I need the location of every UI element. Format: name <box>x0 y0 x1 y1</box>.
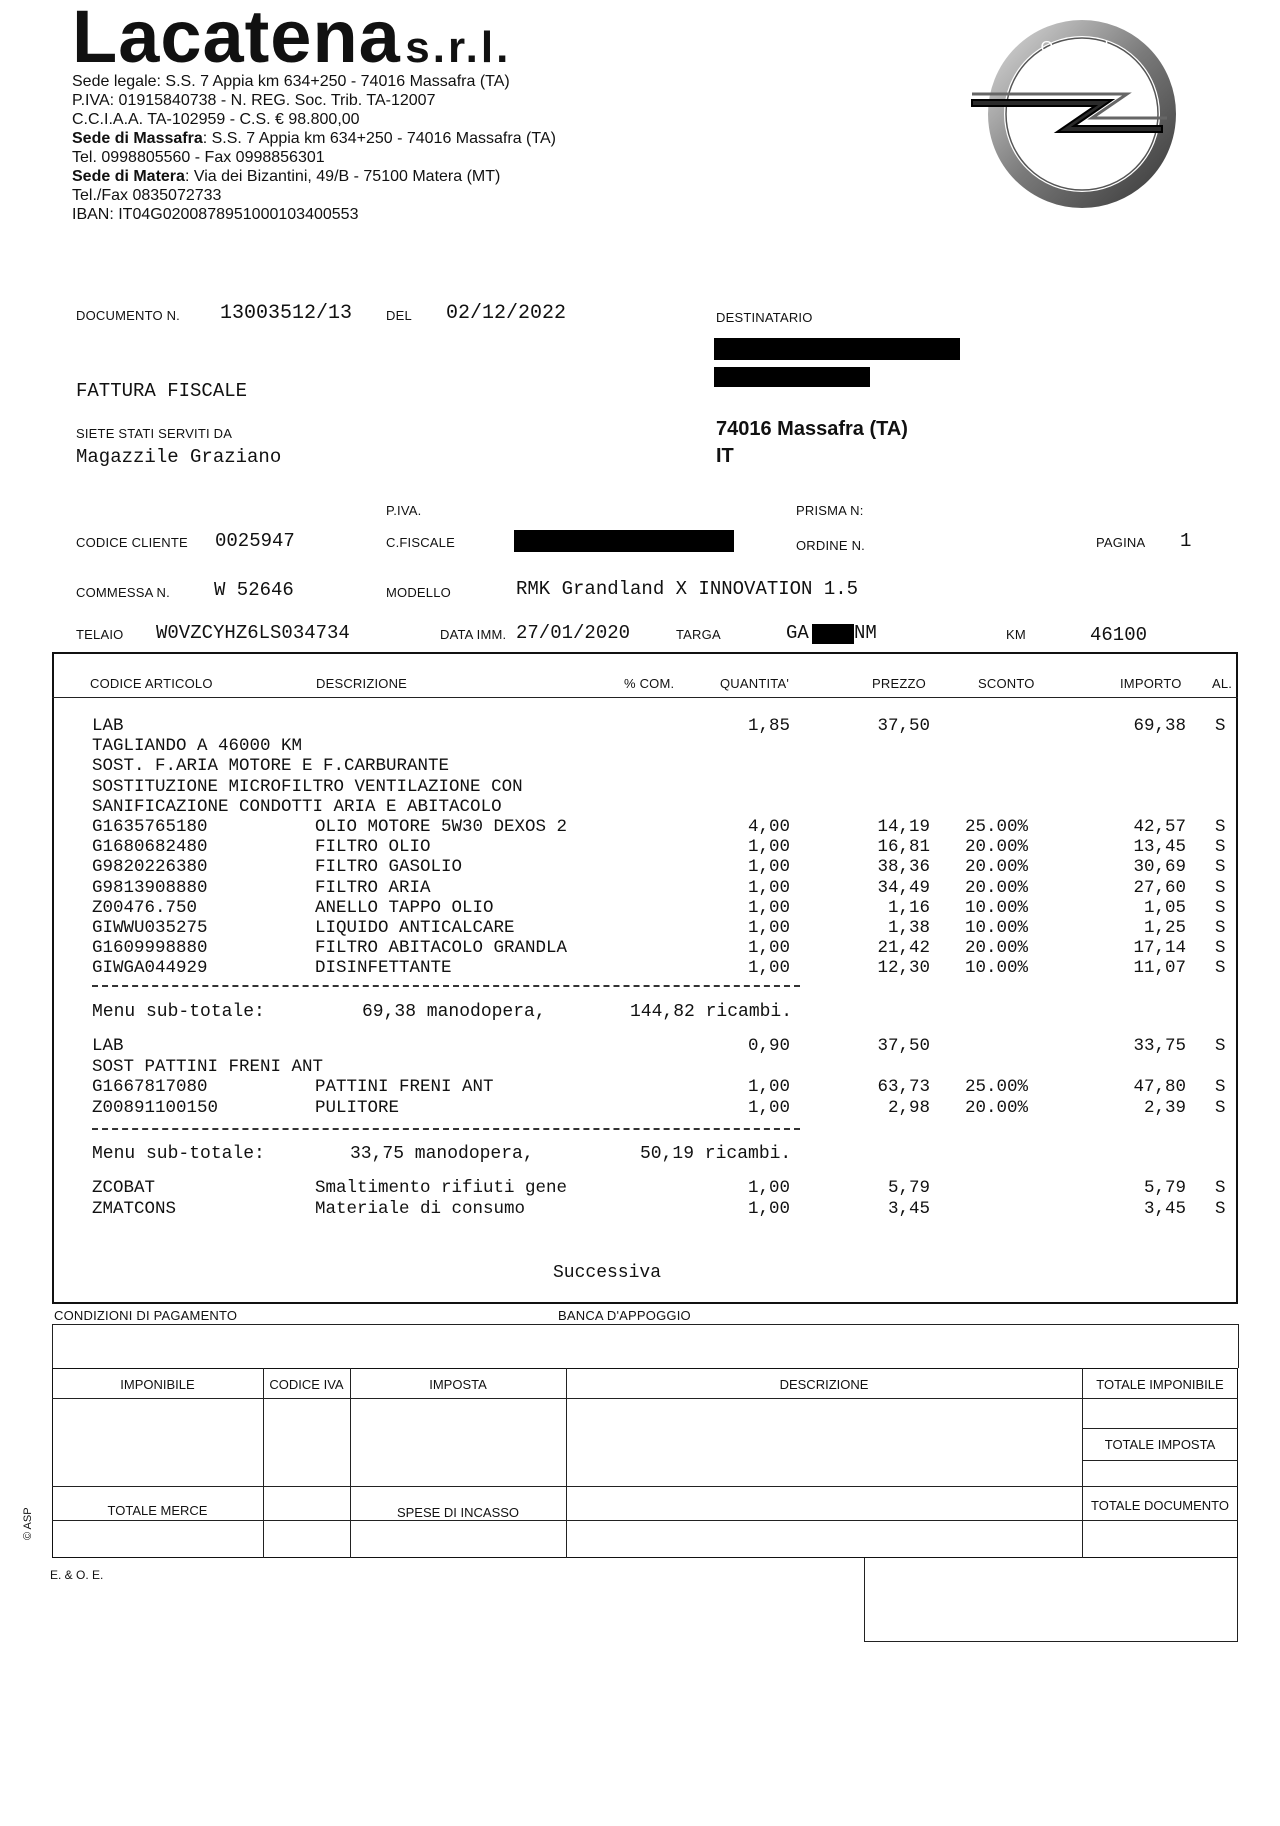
vehicle-model: RMK Grandland X INNOVATION 1.5 <box>516 578 859 600</box>
item-amount: 1,05 <box>1143 897 1186 918</box>
item-discount: 20.00% <box>965 938 1029 959</box>
table-row <box>0 756 1280 776</box>
item-vat-flag: S <box>1215 716 1226 736</box>
item-amount: 13,45 <box>1133 837 1186 858</box>
summary-col-4 <box>1082 1368 1083 1558</box>
km-value: 46100 <box>1090 624 1148 646</box>
redacted-plate <box>812 624 854 644</box>
opel-logo-text: OPEL <box>1040 39 1124 56</box>
table-row <box>0 1057 1280 1077</box>
items-table-header-divider <box>52 697 1238 698</box>
subtotal-2-labour: 33,75 manodopera, <box>350 1144 534 1164</box>
company-address-line <box>72 91 556 110</box>
col-header-discount: SCONTO <box>978 676 1035 691</box>
item-vat-flag: S <box>1215 1077 1226 1097</box>
item-price: 14,19 <box>877 817 930 837</box>
item-quantity: 0,90 <box>747 1036 790 1056</box>
col-header-com: % COM. <box>624 676 675 691</box>
item-amount: 17,14 <box>1133 938 1186 959</box>
item-vat-flag: S <box>1215 877 1226 898</box>
total-tax-label: TOTALE IMPOSTA <box>1104 1437 1216 1452</box>
item-price: 37,50 <box>877 1036 930 1056</box>
col-header-al: AL. <box>1212 676 1233 691</box>
item-amount: 42,57 <box>1133 817 1186 837</box>
document-number: 13003512/13 <box>220 302 353 325</box>
item-discount: 20.00% <box>965 877 1029 898</box>
item-code: ZMATCONS <box>92 1198 177 1219</box>
footer-right-edge <box>1238 1324 1239 1368</box>
item-discount: 20.00% <box>965 1097 1029 1118</box>
item-quantity: 1,00 <box>747 1097 790 1118</box>
item-vat-flag: S <box>1215 837 1226 858</box>
total-document-label: TOTALE DOCUMENTO <box>1091 1498 1229 1513</box>
page-label: PAGINA <box>1096 535 1146 550</box>
item-code: GIWWU035275 <box>92 918 208 938</box>
item-description: Smaltimento rifiuti gene <box>315 1178 568 1198</box>
item-code: G9813908880 <box>92 877 208 898</box>
item-quantity: 1,85 <box>747 716 790 736</box>
total-taxable-label: TOTALE IMPONIBILE <box>1096 1377 1224 1392</box>
item-vat-flag: S <box>1215 958 1226 979</box>
plate-end: NM <box>854 622 877 644</box>
summary-col-2 <box>350 1368 351 1558</box>
item-description: FILTRO ABITACOLO GRANDLA <box>315 938 568 959</box>
item-discount: 10.00% <box>965 958 1029 979</box>
order-label: ORDINE N. <box>796 538 865 553</box>
company-address-line-text: Tel./Fax 0835072733 <box>72 187 222 204</box>
table-row <box>0 817 1280 837</box>
company-address-line-text: Tel. 0998805560 - Fax 0998856301 <box>72 149 325 166</box>
document-number-label: DOCUMENTO N. <box>76 308 180 323</box>
table-row <box>0 898 1280 918</box>
company-address-line <box>72 186 556 205</box>
fiscal-code-label: C.FISCALE <box>386 535 455 550</box>
model-label: MODELLO <box>386 585 451 600</box>
company-suffix: s.r.l. <box>405 23 512 72</box>
item-code: Z00891100150 <box>92 1097 219 1118</box>
footer-left-edge <box>52 1324 53 1368</box>
item-description: Materiale di consumo <box>315 1198 526 1219</box>
item-vat-flag: S <box>1215 1178 1226 1198</box>
chassis-label: TELAIO <box>76 627 124 642</box>
company-address-line <box>72 129 556 148</box>
item-code: SOST PATTINI FRENI ANT <box>92 1056 324 1077</box>
col-header-desc: DESCRIZIONE <box>316 676 408 691</box>
job-number: W 52646 <box>214 579 294 601</box>
item-description: ANELLO TAPPO OLIO <box>315 897 494 918</box>
item-quantity: 1,00 <box>747 1178 790 1198</box>
item-vat-flag: S <box>1215 897 1226 918</box>
page-number: 1 <box>1180 530 1192 552</box>
col-header-amount: IMPORTO <box>1120 676 1182 691</box>
item-price: 3,45 <box>887 1198 930 1219</box>
company-address-line <box>72 167 556 186</box>
total-amount-box <box>864 1558 1238 1642</box>
taxable-label: IMPONIBILE <box>120 1377 195 1392</box>
piva-label: P.IVA. <box>386 503 422 518</box>
registration-date-label: DATA IMM. <box>440 627 507 642</box>
summary-header-line <box>52 1398 1238 1399</box>
table-row <box>0 1178 1280 1198</box>
document-type: FATTURA FISCALE <box>76 380 248 402</box>
opel-logo-icon <box>962 14 1192 214</box>
eoe-label: E. & O. E. <box>50 1568 104 1582</box>
subtotal-2-parts: 50,19 ricambi. <box>640 1144 792 1164</box>
redacted-recipient-address <box>714 367 870 387</box>
item-code: G1667817080 <box>92 1077 208 1097</box>
dashed-separator-1 <box>92 985 800 987</box>
company-address-line-heading: Sede di Massafra <box>72 130 203 147</box>
item-code: G1680682480 <box>92 837 208 858</box>
item-price: 37,50 <box>877 716 930 736</box>
item-amount: 33,75 <box>1133 1036 1186 1056</box>
company-address-line <box>72 72 556 91</box>
item-amount: 2,39 <box>1143 1097 1186 1118</box>
recipient-country: IT <box>716 445 734 467</box>
total-goods-label: TOTALE MERCE <box>107 1503 208 1518</box>
item-vat-flag: S <box>1215 857 1226 878</box>
company-address-line-text: : S.S. 7 Appia km 634+250 - 74016 Massafra (TA) <box>202 130 556 147</box>
item-amount: 30,69 <box>1133 857 1186 878</box>
chassis-number: W0VZCYHZ6LS034734 <box>156 622 350 644</box>
summary-col-3 <box>566 1368 567 1558</box>
subtotal-1-parts: 144,82 ricambi. <box>630 1002 793 1022</box>
table-row <box>0 736 1280 756</box>
table-row <box>0 777 1280 797</box>
item-quantity: 1,00 <box>747 958 790 979</box>
item-discount: 25.00% <box>965 817 1029 837</box>
company-address-line-text: IBAN: IT04G0200878951000103400553 <box>72 206 359 223</box>
summary-col-1 <box>263 1368 264 1558</box>
item-price: 2,98 <box>887 1097 930 1118</box>
served-by-label: SIETE STATI SERVITI DA <box>76 426 233 441</box>
recipient-label: DESTINATARIO <box>716 310 813 325</box>
item-quantity: 1,00 <box>747 918 790 938</box>
item-amount: 47,80 <box>1133 1077 1186 1097</box>
item-amount: 5,79 <box>1143 1178 1186 1198</box>
item-amount: 3,45 <box>1143 1198 1186 1219</box>
summary-grid-frame <box>52 1368 1238 1558</box>
document-date-label: DEL <box>386 308 412 323</box>
next-page-label: Successiva <box>553 1263 662 1283</box>
table-row <box>0 938 1280 958</box>
item-code: SANIFICAZIONE CONDOTTI ARIA E ABITACOLO <box>92 796 502 817</box>
item-vat-flag: S <box>1215 1097 1226 1118</box>
item-amount: 1,25 <box>1143 918 1186 938</box>
plate-start: GA <box>786 622 809 644</box>
job-label: COMMESSA N. <box>76 585 170 600</box>
item-quantity: 1,00 <box>747 1077 790 1097</box>
table-row <box>0 1036 1280 1056</box>
item-vat-flag: S <box>1215 817 1226 837</box>
subtotal-1 <box>92 1002 793 1022</box>
company-address-block <box>72 72 556 224</box>
item-price: 1,38 <box>887 918 930 938</box>
plate-label: TARGA <box>676 627 721 642</box>
subtotal-2 <box>92 1144 792 1164</box>
company-address-line <box>72 148 556 167</box>
table-row <box>0 837 1280 857</box>
item-price: 5,79 <box>887 1178 930 1198</box>
bank-label: BANCA D'APPOGGIO <box>558 1308 691 1323</box>
item-discount: 10.00% <box>965 918 1029 938</box>
company-address-line-text: P.IVA: 01915840738 - N. REG. Soc. Trib. TA-12007 <box>72 92 436 109</box>
subtotal-2-label: Menu sub-totale: <box>92 1144 265 1164</box>
item-discount: 20.00% <box>965 857 1029 878</box>
summary-mid-line <box>52 1486 1238 1487</box>
item-price: 1,16 <box>887 897 930 918</box>
item-discount: 20.00% <box>965 837 1029 858</box>
item-quantity: 1,00 <box>747 857 790 878</box>
item-description: PATTINI FRENI ANT <box>315 1077 494 1097</box>
table-row <box>0 857 1280 877</box>
summary-lower-line <box>52 1520 1238 1521</box>
item-vat-flag: S <box>1215 918 1226 938</box>
item-code: GIWGA044929 <box>92 958 208 979</box>
item-price: 16,81 <box>877 837 930 858</box>
table-row <box>0 797 1280 817</box>
footer-top-line <box>52 1324 1238 1325</box>
item-price: 38,36 <box>877 857 930 878</box>
item-description: DISINFETTANTE <box>315 958 452 979</box>
recipient-city: 74016 Massafra (TA) <box>716 418 908 440</box>
company-name: Lacatena <box>72 0 401 78</box>
item-quantity: 1,00 <box>747 938 790 959</box>
item-quantity: 1,00 <box>747 897 790 918</box>
table-row <box>0 918 1280 938</box>
item-quantity: 4,00 <box>747 817 790 837</box>
table-row <box>0 958 1280 978</box>
item-code: SOST. F.ARIA MOTORE E F.CARBURANTE <box>92 756 450 777</box>
item-code: TAGLIANDO A 46000 KM <box>92 736 303 757</box>
item-vat-flag: S <box>1215 1036 1226 1056</box>
payment-terms-label: CONDIZIONI DI PAGAMENTO <box>54 1308 238 1323</box>
prisma-label: PRISMA N: <box>796 503 864 518</box>
company-address-line-text: C.C.I.A.A. TA-102959 - C.S. € 98.800,00 <box>72 111 360 128</box>
item-code: LAB <box>92 1036 124 1056</box>
subtotal-1-label: Menu sub-totale: <box>92 1002 265 1022</box>
copyright-mark: © ASP <box>22 1507 34 1540</box>
item-quantity: 1,00 <box>747 877 790 898</box>
company-address-line <box>72 110 556 129</box>
company-address-line <box>72 205 556 224</box>
item-description: FILTRO GASOLIO <box>315 857 463 878</box>
item-price: 63,73 <box>877 1077 930 1097</box>
tax-label: IMPOSTA <box>429 1377 487 1392</box>
item-code: G9820226380 <box>92 857 208 878</box>
item-price: 34,49 <box>877 877 930 898</box>
item-quantity: 1,00 <box>747 837 790 858</box>
item-price: 12,30 <box>877 958 930 979</box>
vat-code-label: CODICE IVA <box>269 1377 344 1392</box>
item-amount: 11,07 <box>1133 958 1186 979</box>
redacted-recipient-name <box>714 338 960 360</box>
table-row <box>0 1098 1280 1118</box>
item-code: G1635765180 <box>92 817 208 837</box>
table-row <box>0 716 1280 736</box>
table-row <box>0 878 1280 898</box>
subtotal-1-labour: 69,38 manodopera, <box>362 1002 546 1022</box>
collection-fees-label: SPESE DI INCASSO <box>396 1505 520 1520</box>
item-discount: 25.00% <box>965 1077 1029 1097</box>
document-date: 02/12/2022 <box>446 302 567 325</box>
description-label: DESCRIZIONE <box>779 1377 869 1392</box>
company-address-line-text: Sede legale: S.S. 7 Appia km 634+250 - 74016 Massafra (TA) <box>72 73 510 90</box>
item-price: 21,42 <box>877 938 930 959</box>
client-code: 0025947 <box>215 530 295 552</box>
summary-right-line-2 <box>1082 1460 1238 1461</box>
item-description: FILTRO OLIO <box>315 837 431 858</box>
item-quantity: 1,00 <box>747 1198 790 1219</box>
item-code: G1609998880 <box>92 938 208 959</box>
item-vat-flag: S <box>1215 1198 1226 1219</box>
item-code: ZCOBAT <box>92 1178 156 1198</box>
col-header-price: PREZZO <box>872 676 926 691</box>
registration-date: 27/01/2020 <box>516 622 631 644</box>
item-amount: 27,60 <box>1133 877 1186 898</box>
item-code: LAB <box>92 716 124 736</box>
served-by-name: Magazzile Graziano <box>76 446 282 468</box>
col-header-code: CODICE ARTICOLO <box>90 676 213 691</box>
item-description: OLIO MOTORE 5W30 DEXOS 2 <box>315 817 568 837</box>
table-row <box>0 1199 1280 1219</box>
item-code: Z00476.750 <box>92 897 198 918</box>
item-amount: 69,38 <box>1133 716 1186 736</box>
company-address-line-text: : Via dei Bizantini, 49/B - 75100 Matera (MT) <box>184 168 501 185</box>
km-label: KM <box>1006 627 1026 642</box>
item-description: LIQUIDO ANTICALCARE <box>315 918 515 938</box>
item-code: SOSTITUZIONE MICROFILTRO VENTILAZIONE CON <box>92 776 523 797</box>
table-row <box>0 1077 1280 1097</box>
dashed-separator-2 <box>92 1128 800 1130</box>
company-name-block <box>72 0 512 78</box>
client-code-label: CODICE CLIENTE <box>76 535 188 550</box>
summary-right-line-1 <box>1082 1428 1238 1429</box>
item-vat-flag: S <box>1215 938 1226 959</box>
item-discount: 10.00% <box>965 897 1029 918</box>
item-description: PULITORE <box>315 1097 400 1118</box>
col-header-qty: QUANTITA' <box>720 676 790 691</box>
redacted-fiscal-code <box>514 530 734 552</box>
company-address-line-heading: Sede di Matera <box>72 168 185 185</box>
item-description: FILTRO ARIA <box>315 877 431 898</box>
